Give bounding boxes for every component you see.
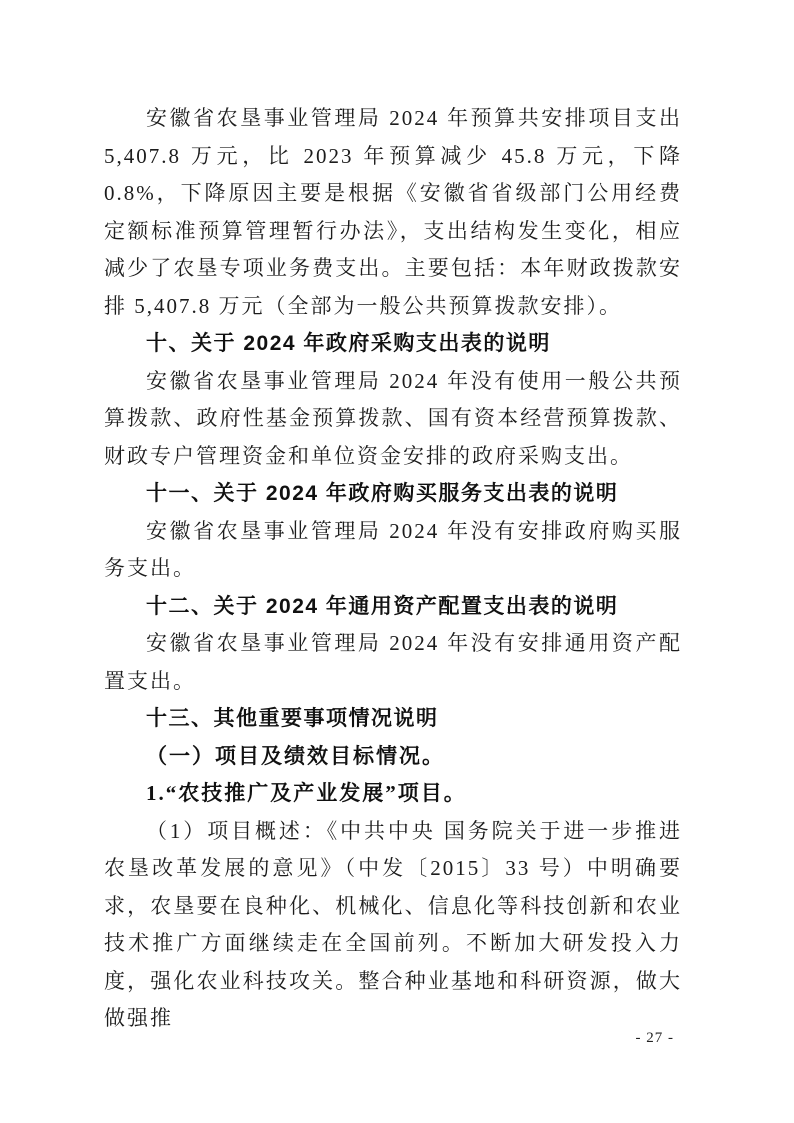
para-sec12-body: 安徽省农垦事业管理局 2024 年没有安排通用资产配置支出。 <box>104 631 682 693</box>
heading-sec13-other-important-matters: 十三、其他重要事项情况说明 <box>146 707 439 730</box>
heading-sec12-general-asset-allocation: 十二、关于 2024 年通用资产配置支出表的说明 <box>146 594 619 618</box>
subheading-project-1-agri-tech-promotion: 1.“农技推广及产业发展”项目。 <box>146 781 467 805</box>
para-sec10-body: 安徽省农垦事业管理局 2024 年没有使用一般公共预算拨款、政府性基金预算拨款、国有资本经营预算拨款、财政专户管理资金和单位资金安排的政府采购支出。 <box>104 368 682 468</box>
para-sec11-body: 安徽省农垦事业管理局 2024 年没有安排政府购买服务支出。 <box>104 518 682 580</box>
para-project-expenditure-overview: 安徽省农垦事业管理局 2024 年预算共安排项目支出 5,407.8 万元，比 2023 年预算减少 45.8 万元，下降 0.8%，下降原因主要是根据《安徽省省级部门公用经费定额标准预算管理暂行办法》，支出结构发生变化，相应减少了农垦专项业务费支出。主要包括：本年财政拨款安排 5,407.8 万元（全部为一般公共预算拨款安排）。 <box>104 106 682 318</box>
heading-sec11-gov-purchased-services: 十一、关于 2024 年政府购买服务支出表的说明 <box>146 482 619 505</box>
subheading-project-performance-goals: （一）项目及绩效目标情况。 <box>146 743 445 768</box>
heading-sec10-gov-procurement: 十、关于 2024 年政府采购支出表的说明 <box>146 332 551 355</box>
document-body <box>104 100 682 1038</box>
para-project-1-overview: （1）项目概述：《中共中央 国务院关于进一步推进农垦改革发展的意见》（中发〔2015〕33 号）中明确要求，农垦要在良种化、机械化、信息化等科技创新和农业技术推广方面继续走在全国前列。不断加大研发投入力度，强化农业科技攻关。整合种业基地和科研资源，做大做强推 <box>104 818 682 1030</box>
page-number: - 27 - <box>635 1030 674 1046</box>
